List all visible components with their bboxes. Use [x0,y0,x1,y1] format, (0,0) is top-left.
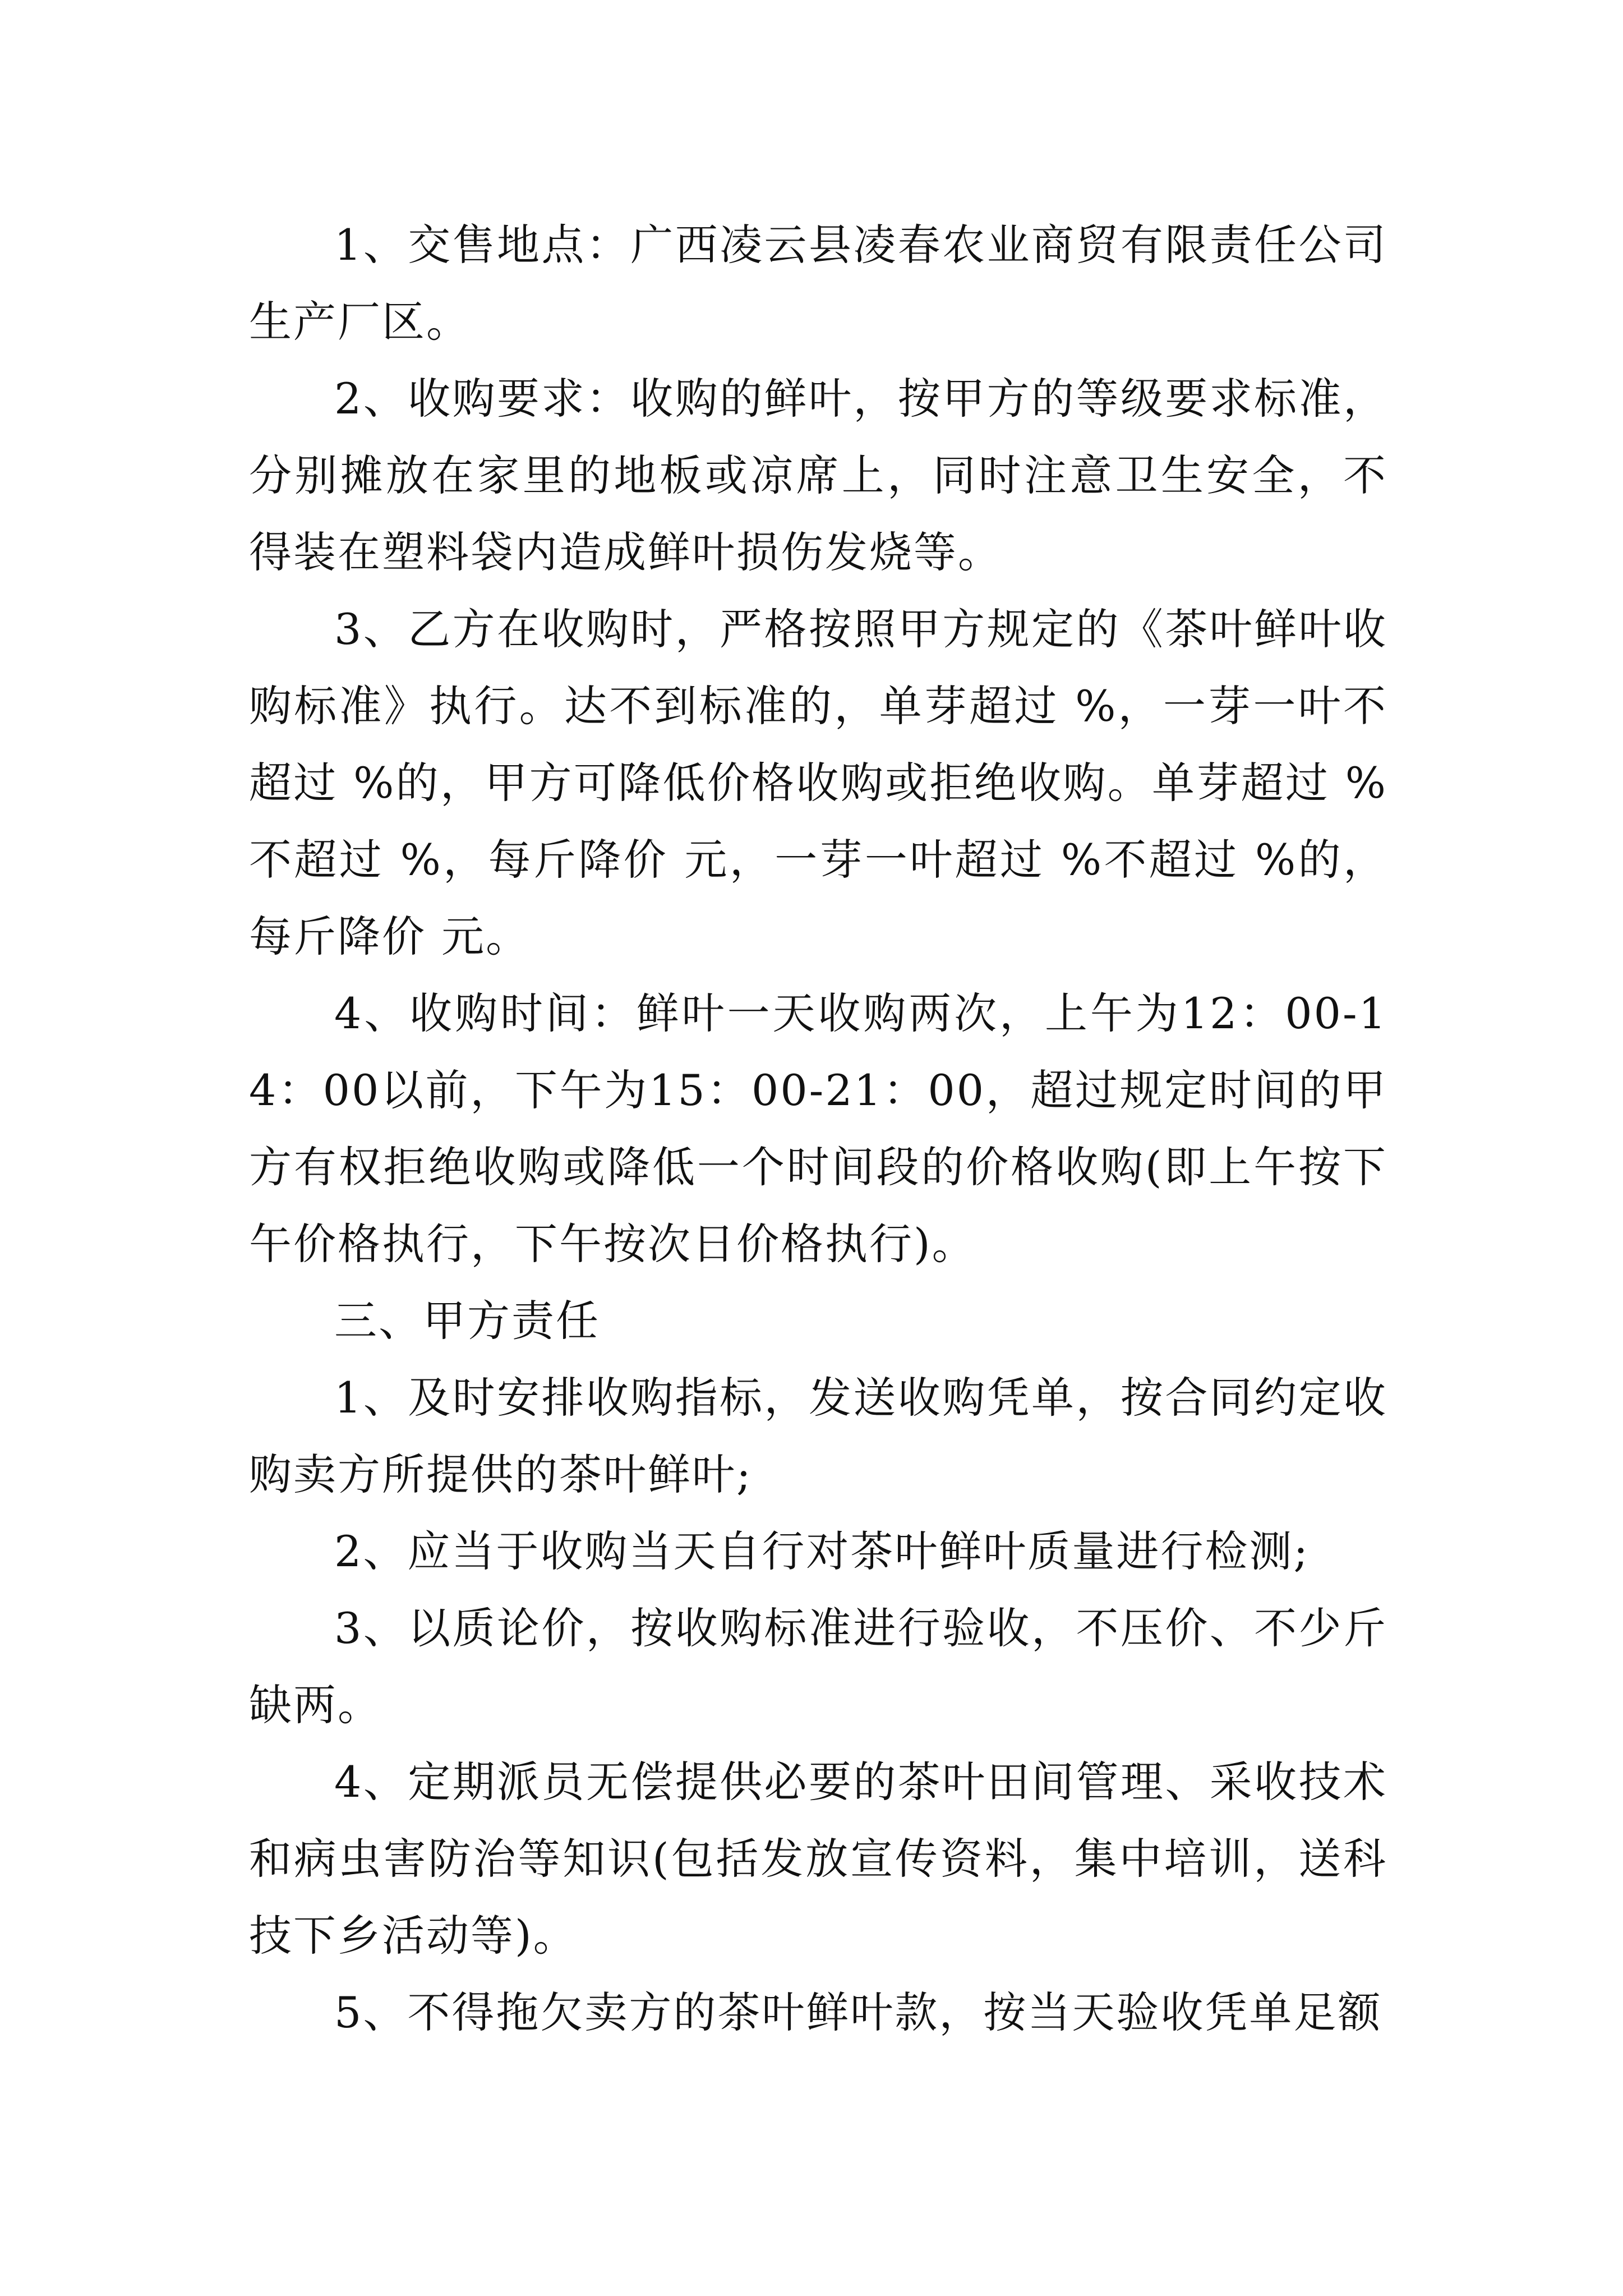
paragraph-duty-1: 1、及时安排收购指标，发送收购凭单，按合同约定收购卖方所提供的茶叶鲜叶; [249,1373,1387,1499]
paragraph-duty-5: 5、不得拖欠卖方的茶叶鲜叶款，按当天验收凭单足额 [334,1987,1382,2037]
document-body [249,206,1387,2051]
paragraph-purchase-time: 4、收购时间：鲜叶一天收购两次，上午为12：00-14：00以前，下午为15：00-21：00，超过规定时间的甲方有权拒绝收购或降低一个时间段的价格收购(即上午按下午价格执行，下午按次日价格执行)。 [249,988,1387,1269]
paragraph-purchase-standard: 3、乙方在收购时，严格按照甲方规定的《茶叶鲜叶收购标准》执行。达不到标准的，单芽超过 %，一芽一叶不超过 %的，甲方可降低价格收购或拒绝收购。单芽超过 %不超过 %，每斤降价 元，一芽一叶超过 %不超过 %的，每斤降价 元。 [249,604,1387,961]
paragraph-duty-3: 3、以质论价，按收购标准进行验收，不压价、不少斤缺两。 [249,1603,1387,1730]
paragraph-purchase-requirements: 2、收购要求：收购的鲜叶，按甲方的等级要求标准，分别摊放在家里的地板或凉席上，同时注意卫生安全，不得装在塑料袋内造成鲜叶损伤发烧等。 [249,374,1387,577]
section-heading-party-a-duties: 三、甲方责任 [334,1296,600,1346]
paragraph-duty-2: 2、应当于收购当天自行对茶叶鲜叶质量进行检测; [334,1526,1310,1576]
paragraph-delivery-location: 1、交售地点：广西凌云县凌春农业商贸有限责任公司生产厂区。 [249,220,1387,347]
paragraph-duty-4: 4、定期派员无偿提供必要的茶叶田间管理、采收技术和病虫害防治等知识(包括发放宣传资料，集中培训，送科技下乡活动等)。 [249,1757,1387,1961]
